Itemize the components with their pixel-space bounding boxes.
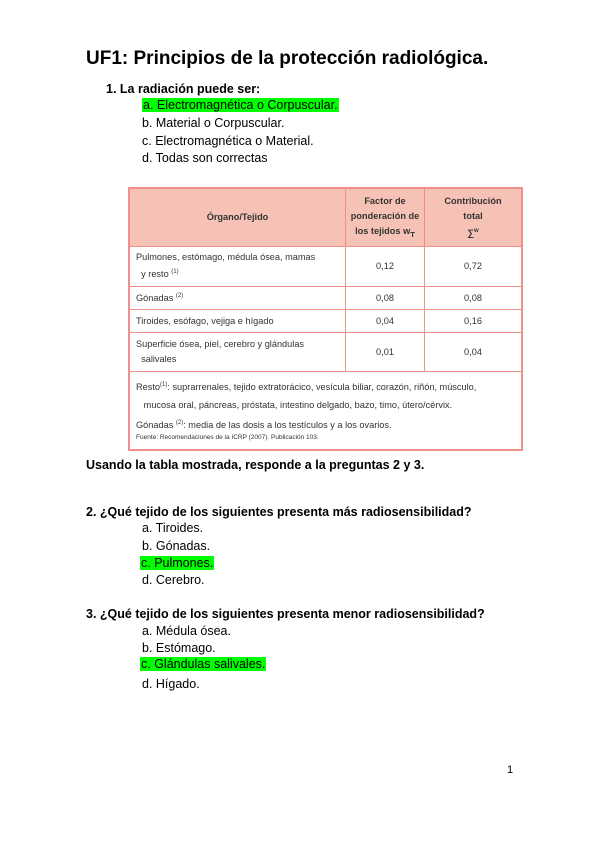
row-organ-line1: Pulmones, estómago, médula ósea, mamas xyxy=(136,252,316,263)
header-contrib-sigma: ∑ xyxy=(467,228,474,239)
page-number: 1 xyxy=(507,764,514,776)
q1-option-a xyxy=(142,98,339,112)
instruction-text: Usando la tabla mostrada, responde a la preguntas 2 y 3. xyxy=(86,458,425,472)
row-footnote-ref: (2) xyxy=(175,293,184,300)
table-row xyxy=(130,333,521,372)
q1-option-a-text: a. Electromagnética o Corpuscular. xyxy=(143,98,338,112)
row-footnote-ref: (1) xyxy=(171,269,179,276)
q2-option-b: b. Gónadas. xyxy=(142,539,211,553)
row-factor: 0,01 xyxy=(346,333,425,372)
q3-option-c xyxy=(140,657,266,671)
row-organ xyxy=(130,287,346,310)
table-header-row xyxy=(130,189,521,247)
row-factor: 0,12 xyxy=(346,247,425,287)
note-gonadas-label: Gónadas xyxy=(136,420,174,431)
header-contribution xyxy=(425,189,522,247)
q3-option-a: a. Médula ósea. xyxy=(142,624,231,638)
note-resto xyxy=(136,376,515,414)
row-organ xyxy=(130,333,346,372)
note-gonadas xyxy=(136,414,515,434)
header-factor-sub: T xyxy=(410,229,415,239)
q3-option-c-text: c. Glándulas salivales. xyxy=(141,657,266,671)
table-row xyxy=(130,247,521,287)
note-resto-line2: mucosa oral, páncreas, próstata, intestino delgado, bazo, timo, útero/cérvix. xyxy=(143,400,453,411)
q3-option-d: d. Hígado. xyxy=(142,677,200,691)
question-2: 2. ¿Qué tejido de los siguientes presenta más radiosensibilidad? xyxy=(86,505,472,519)
header-organ: Órgano/Tejido xyxy=(130,189,346,247)
table-row xyxy=(130,287,521,310)
note-resto-sup: (1) xyxy=(160,382,168,388)
table-notes xyxy=(130,372,521,434)
row-organ-line1: Gónadas xyxy=(136,293,174,304)
row-factor: 0,08 xyxy=(346,287,425,310)
q1-option-b: b. Material o Corpuscular. xyxy=(142,116,285,130)
page-title: UF1: Principios de la protección radiológica. xyxy=(86,48,489,69)
q2-option-d: d. Cerebro. xyxy=(142,573,205,587)
row-total: 0,04 xyxy=(425,333,522,372)
q2-option-a: a. Tiroides. xyxy=(142,521,204,535)
row-organ-line2: salivales xyxy=(141,354,177,364)
row-organ xyxy=(130,247,346,287)
note-gonadas-sup: (2) xyxy=(175,420,184,427)
table-source: Fuente: Recomendaciones de la ICRP (2007). Publicación 103. xyxy=(136,434,319,441)
row-total: 0,16 xyxy=(425,310,522,333)
question-1: 1. La radiación puede ser: xyxy=(106,82,261,96)
header-factor-line1: Factor de xyxy=(364,195,406,206)
q1-option-d: d. Todas son correctas xyxy=(142,151,268,165)
header-contrib-sup: w xyxy=(473,227,479,234)
q1-option-c: c. Electromagnética o Material. xyxy=(142,134,314,148)
row-factor: 0,04 xyxy=(346,310,425,333)
row-organ-line2: y resto xyxy=(141,269,169,280)
q2-option-c xyxy=(140,556,214,570)
question-3: 3. ¿Qué tejido de los siguientes presenta menor radiosensibilidad? xyxy=(86,607,485,621)
header-factor-line3: los tejidos w xyxy=(355,225,411,236)
row-organ: Tiroides, esófago, vejiga e hígado xyxy=(130,310,346,333)
header-contrib-line2: total xyxy=(463,210,483,221)
q2-option-c-text: c. Pulmones. xyxy=(141,556,214,570)
header-factor-line2: ponderación de xyxy=(350,210,420,221)
q3-option-b: b. Estómago. xyxy=(142,641,216,655)
table-row xyxy=(130,310,521,333)
row-total: 0,72 xyxy=(425,247,522,287)
note-gonadas-text: : media de las dosis a los testículos y a los ovarios. xyxy=(183,420,392,431)
tissue-weighting-table xyxy=(128,187,523,451)
header-factor xyxy=(346,189,425,247)
note-resto-line1: : suprarrenales, tejido extratorácico, vesícula biliar, corazón, riñón, músculo, xyxy=(167,382,477,393)
note-resto-label: Resto xyxy=(136,382,161,393)
row-total: 0,08 xyxy=(425,287,522,310)
row-organ-line1: Superficie ósea, piel, cerebro y glándulas xyxy=(136,339,305,349)
header-contrib-line1: Contribución xyxy=(444,195,502,206)
